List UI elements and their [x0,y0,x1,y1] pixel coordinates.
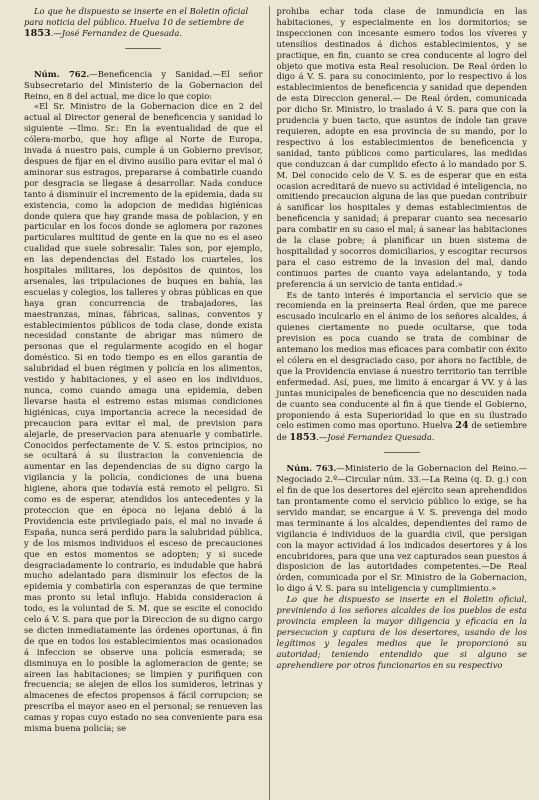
governor-note-signature: .—José Fernandez Quesada. [316,432,435,443]
article-762-heading: —Beneficencia y Sanidad.—El señor Subsecretario del Ministerio de la Gobernacion del Reino, en 8 del actual, me dice lo que copio: [24,68,263,101]
notice-paragraph [24,6,263,40]
article-number-763: Núm. 763. [286,463,337,474]
section-divider [125,48,161,49]
article-762-body: «El Sr. Ministro de la Gobernacion dice en 2 del actual al Director general de beneficencia y sanidad lo siguiente —Ilmo. Sr.: En la eventualidad de que el cólera-morbo, que hoy aflige al Norte de Europa, invada á nuestro pais, cumple á un Gobierno previsor, despues de fijar en el divino ausilio para evitar el mal ó aminorar sus estragos, prepararse á combatirle cuando por desgracia se llegase á desarrollar. Nada conduce tanto á disminuir el incremento de la epidemia, dada su existencia, como la adopcion de medidas higiénicas donde quiera que hay grande masa de poblacion, y en particular en los focos donde se aglomera por razones particulares multitud de gente en la que no es el aseo cualidad que suele sobresalir. Tales son, por ejemplo, en las dependencias del Estado los cuarteles, los hospitales militares, los depósitos de quintos, los arsenales, las tripulaciones de buques en bahía, las escuelas y colegios, los talleres y obras públicas en que haya gran concurrencia de trabajadores, las maestranzas, minas, fábricas, salinas, conventos y establecimientos públicos de toda clase, donde exista necesidad constante de abrigar mas número de personas que el regularmente acogido en el hogar doméstico. Si en todo tiempo es en ellos garantía de salubridad el buen régimen y policía en los alimentos, vestido y habitaciones, y el aseo en los individuos, nunca, como cuando amaga una epidemia, deben llevarse hasta el estremo estas mismas condiciones higiénicas, cuya importancia acrece la necesidad de precaucion para evitar el mal, de prevision para alejarle, de preservacion para atenuarle y combatirle. Conocidos perfectamente de V. S. estos principios, no se ocultará á su ilustracion la conveniencia de aumentar en las dependencias de su digno cargo la vigilancia y la policía, condiciones de una buena higiene, ahora que todavía está remoto el peligro. Si como es de esperar, atendidos los antecedentes y la proteccion que en época no lejana debió á la Providencia este privilegiado pais, el mal no invade á España, nunca será perdido para la salubridad pública, y de los mismos individuos el esceso de precauciones que en estos momentos se adopten; y si sucede desgraciadamente lo contrario, es indudable que habrá mucho adelantado para disminuir los efectos de la epidemia y combatirla con esperanzas de que termine mas pronto su letal influjo. Habida consideracion á todo, es la voluntad de S. M. que se escite el conocido celo á V. S. para que por la Direccion de su digno cargo se dicten inmediatamente las órdenes oportunas, á fin de que en todos los establecimientos mas ocasionados á infeccion se observe una policía esmerada; se disminuya en lo posible la aglomeracion de gente; se aireen las habitaciones; se limpien y purifiquen con frecuencia; se alejen de ellos los sumideros, letrinas y almacenes de efectos propensos á fácil corrupcion; se prescriba el mayor aseo en el personal; se renueven las camas y ropas cuyo estado no sea conveniente para esa misma buena policía; se [24,101,263,734]
notice-intro: Lo que he dispuesto se inserte en el Boletin oficial para noticia del público. Huelva 10 de setiembre de [24,6,249,27]
notice-signature: .—José Fernandez de Quesada. [50,27,183,38]
article-763 [277,463,528,594]
article-762-continuation: prohiba echar toda clase de inmundicia en las habitaciones, y especialmente en los dormitorios; se inspeccionen con incesante esmero todos los víveres y utensilios destinados á dichos establecimientos, y se practique, en fin, cuanto se crea conducente al logro del objeto que motiva esta Real resolucion. De Real órden lo digo á V. S. para su conocimiento, por lo respectivo á los establecimientos de beneficencia y sanidad que dependen de esta Direccion general.— De Real órden, comunicada por dicho Sr. Ministro, lo traslado á V. S. para que con la prudencia y buen tacto, que asuntos de índole tan grave requieren, adopte en esa provincia de su mando, por lo respectivo á los establecimientos de beneficencia y sanidad, tanto públicos como particulares, las medidas que conduzcan á dar cumplido efecto á lo mandado por S. M. Del conocido celo de V. S. es de esperar que en esta ocasion acreditará de nuevo su actividad é inteligencia, no omitiendo precaucion alguna de las que puedan contribuir á sanificar los hospitales y demas establecimientos de beneficencia y sanidad; á preparar cuanto sea necesario para combatir en su caso el mal; á sanear las habitaciones de la clase pobre; á planificar un buen sistema de hospitalidad y socorros domiciliarios, y escogitar recursos para el caso estremo de la invasion del mal, dando continuos partes de cuanto vaya adelantando, y toda preferencia á un servicio de tanta entidad.» [276,6,527,289]
governor-note-text: Es de tanto interés é importancia el servicio que se recomienda en la preinserta Real órden, que me parece escusado inculcarlo en el ánimo de los señores alcaldes, á quienes ciertamente no puede ocultarse, que toda prevision es poca cuando se trata de combinar de antemano los medios mas eficaces para combatir con éxito el cólera en el desgraciado caso, por ahora no factible, de que la Providencia enviase á nuestro territorio tan terrible enfermedad. Así, pues, me limito á encargar á VV. y á las juntas municipales de beneficencia que no descuiden nada de cuanto sea conducente al fin á que tiende el Gobierno, proponiendo á esta Superioridad lo que en su ilustrado celo estimen como mas oportuno. Huelva [276,289,527,431]
article-762 [24,69,263,102]
article-763-notice: Lo que he dispuesto se inserte en el Boletin oficial, previniendo á los señores alcaldes de los pueblos de esta provincia empleen la mayor diligencia y eficacia en la persecucion y captura de los desertores, usando de los legítimos y legales medios que le proporcionó su autoridad; teniendo entendido que si alguno se aprehendiere por otros funcionarios en su respectivo [276,594,527,670]
left-column [8,6,270,800]
article-763-body: —Ministerio de la Gobernacion del Reino.—Negociado 2.º—Circular núm. 33.—La Reina (q. D. g.) con el fin de que los desertores del ejército sean aprehendidos tan prontamente como el servicio público lo exige, se ha servido mandar, se encargue á V. S. prevenga del modo mas terminante á los alcaldes, dependientes del ramo de vigilancia é individuos de la guardia civil, que persigan con la mayor actividad á los indicados desertores y á los encubridores, para que una vez capturados sean puestos á disposicion de las autoridades competentes.—De Real órden, comunicada por el Sr. Ministro de la Gobernacion, lo digo á V. S. para su inteligencia y cumplimiento.» [276,463,527,594]
governor-note-month: de setiembre de [276,420,528,443]
notice-year: 1853 [24,27,51,39]
section-divider-2 [384,452,420,453]
governor-note-year: 1853 [289,432,317,444]
article-number-762: Núm. 762. [34,68,90,79]
governor-note-day: 24 [455,420,469,432]
governor-note [277,290,528,445]
right-column [270,6,532,800]
